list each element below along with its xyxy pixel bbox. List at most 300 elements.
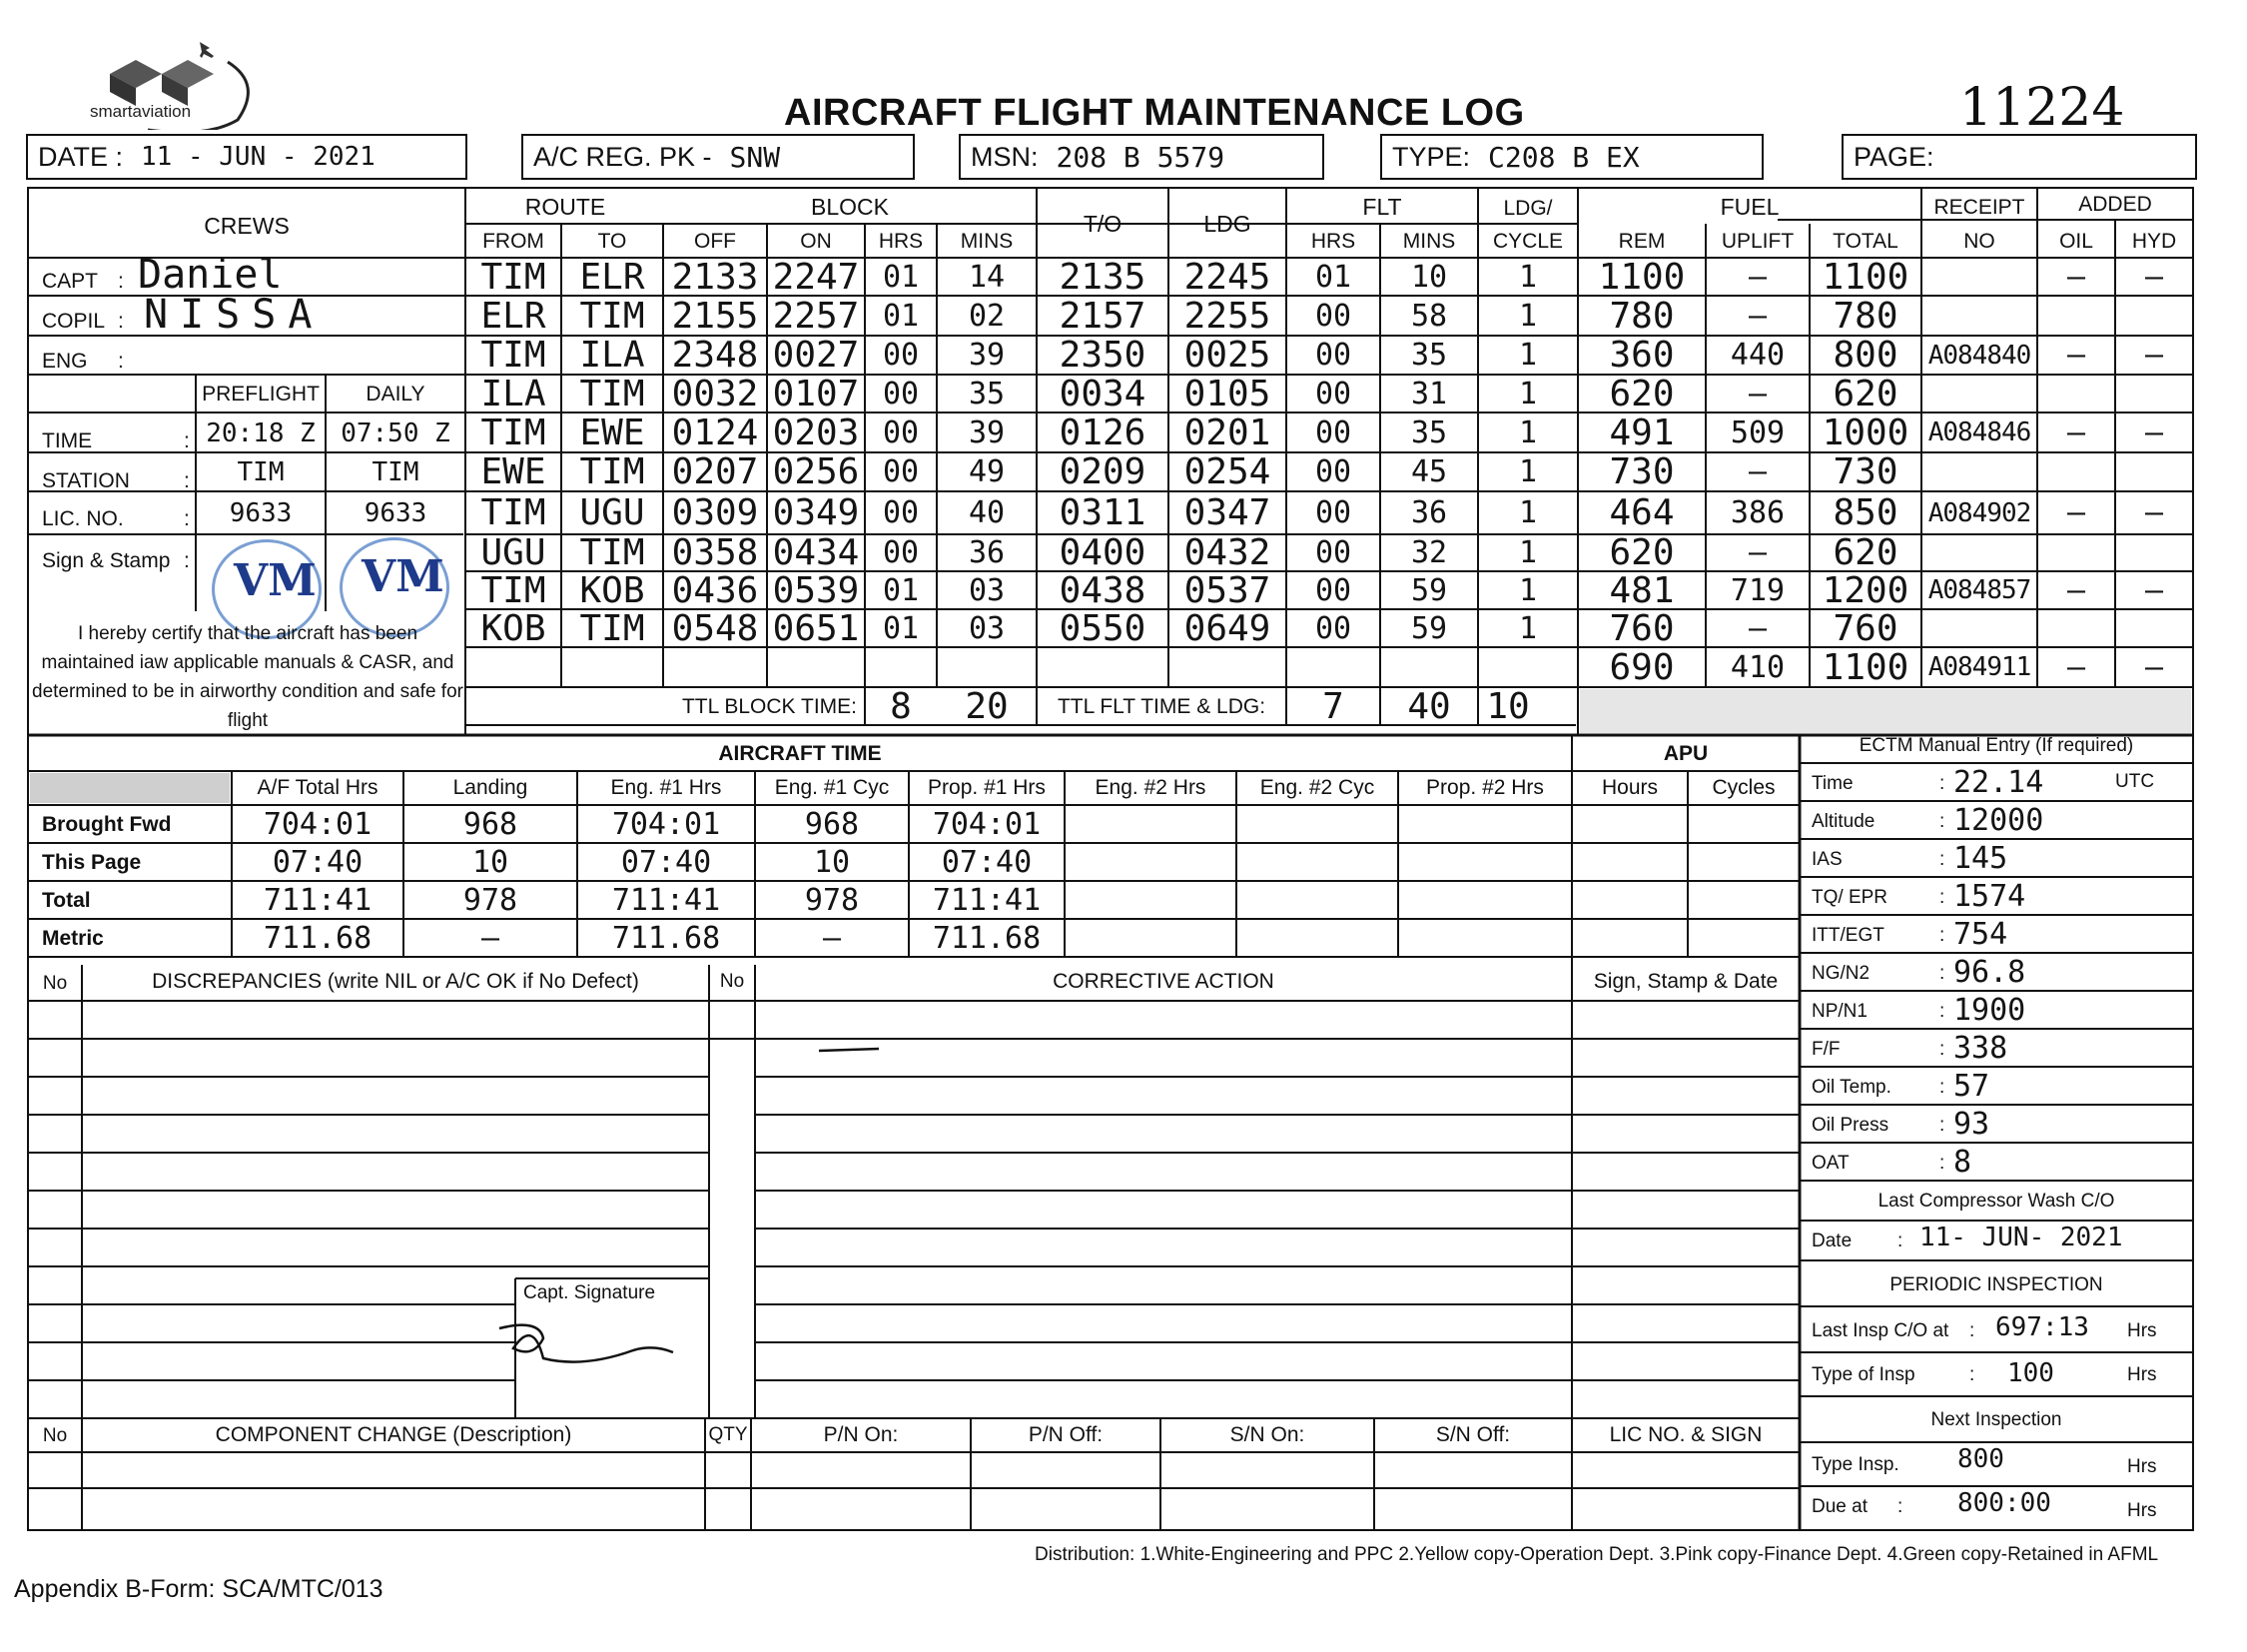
flight-hrs[interactable] bbox=[865, 647, 937, 687]
flight-off[interactable]: 0124 bbox=[671, 412, 759, 453]
aircraft-time-cell[interactable]: 968 bbox=[462, 806, 518, 842]
flight-to-time[interactable]: 0126 bbox=[1059, 412, 1146, 453]
flight-uplift[interactable]: — bbox=[1748, 535, 1768, 570]
copil-label: COPIL bbox=[42, 310, 106, 333]
next-type-value[interactable]: 800 bbox=[1957, 1444, 2004, 1474]
hyd-header: HYD bbox=[2131, 230, 2177, 253]
aircraft-time-cell[interactable]: 711:41 bbox=[611, 882, 721, 918]
flight-hrs[interactable]: 00 bbox=[882, 376, 920, 412]
aircraft-time-cell[interactable]: — bbox=[480, 920, 500, 956]
flight-mins[interactable]: 49 bbox=[968, 454, 1006, 489]
flight-flt-mins[interactable]: 32 bbox=[1410, 535, 1448, 570]
flight-to[interactable]: TIM bbox=[579, 451, 645, 492]
lic-daily[interactable]: 9633 bbox=[364, 498, 427, 528]
flight-rem[interactable]: 730 bbox=[1609, 451, 1675, 492]
flight-mins[interactable]: 40 bbox=[968, 495, 1006, 530]
flight-ldg[interactable]: 2255 bbox=[1183, 295, 1271, 337]
flight-to[interactable]: UGU bbox=[579, 492, 645, 533]
aircraft-time-cell[interactable]: 711.68 bbox=[263, 920, 373, 956]
flight-mins[interactable] bbox=[937, 647, 1037, 687]
type-label: TYPE: bbox=[1392, 141, 1471, 172]
flight-cycle[interactable]: 1 bbox=[1518, 495, 1538, 530]
flight-ldg[interactable]: 0432 bbox=[1183, 532, 1271, 573]
flight-on[interactable]: 2257 bbox=[772, 295, 860, 337]
station-preflight[interactable]: TIM bbox=[237, 457, 285, 487]
aircraft-time-cell[interactable] bbox=[1065, 805, 1236, 843]
on-header: ON bbox=[800, 230, 832, 253]
flight-to-time[interactable]: 2157 bbox=[1059, 295, 1146, 337]
flight-to[interactable]: TIM bbox=[579, 607, 645, 649]
aircraft-time-cell[interactable]: 10 bbox=[813, 844, 851, 880]
flight-cycle[interactable]: 1 bbox=[1518, 572, 1538, 608]
flight-flt-mins[interactable]: 10 bbox=[1410, 259, 1448, 295]
flight-flt-hrs[interactable]: 00 bbox=[1314, 298, 1352, 334]
ttl-ldg[interactable]: 10 bbox=[1486, 685, 1530, 727]
ectm-value[interactable]: 12000 bbox=[1953, 803, 2044, 838]
flight-mins[interactable]: 39 bbox=[968, 414, 1006, 450]
flight-cycle[interactable]: 1 bbox=[1518, 414, 1538, 450]
flight-to[interactable]: ILA bbox=[579, 335, 645, 376]
apu-cycles-header: Cycles bbox=[1712, 776, 1776, 799]
flight-from[interactable]: TIM bbox=[480, 492, 546, 533]
ectm-utc-label: UTC bbox=[2115, 771, 2155, 792]
aircraft-time-cell[interactable]: 704:01 bbox=[263, 806, 373, 842]
aircraft-time-cell[interactable]: 711.68 bbox=[611, 920, 721, 956]
flight-total[interactable]: 760 bbox=[1833, 607, 1898, 649]
flight-uplift[interactable]: 440 bbox=[1730, 338, 1786, 373]
flight-on[interactable]: 2247 bbox=[772, 256, 860, 298]
flight-total[interactable]: 850 bbox=[1833, 492, 1898, 533]
flight-hrs[interactable]: 00 bbox=[882, 414, 920, 450]
flight-from[interactable]: EWE bbox=[480, 451, 546, 492]
flight-on[interactable]: 0651 bbox=[772, 607, 860, 649]
flight-to-time[interactable]: 0438 bbox=[1059, 569, 1146, 611]
landing-header: LDG bbox=[1203, 210, 1251, 237]
aircraft-time-cell[interactable]: 978 bbox=[804, 882, 860, 918]
flight-rem[interactable]: 360 bbox=[1609, 335, 1675, 376]
flight-uplift[interactable]: 719 bbox=[1730, 572, 1786, 608]
capt-value[interactable]: Daniel bbox=[138, 252, 283, 298]
flight-cycle[interactable]: 1 bbox=[1518, 610, 1538, 646]
ectm-colon: : bbox=[1939, 887, 1945, 908]
flight-mins[interactable]: 03 bbox=[968, 572, 1006, 608]
flight-on[interactable]: 0203 bbox=[772, 412, 860, 453]
flight-hrs[interactable]: 01 bbox=[882, 572, 920, 608]
compressor-wash-date-value[interactable]: 11- JUN- 2021 bbox=[1919, 1223, 2123, 1252]
flight-hrs[interactable]: 00 bbox=[882, 495, 920, 530]
flight-flt-mins[interactable]: 36 bbox=[1410, 495, 1448, 530]
flight-uplift[interactable]: 410 bbox=[1730, 649, 1786, 685]
flight-off[interactable]: 2133 bbox=[671, 256, 759, 298]
flight-ldg[interactable] bbox=[1168, 647, 1286, 687]
ttl-block-hrs[interactable]: 8 bbox=[890, 685, 912, 727]
flight-receipt[interactable]: A084911 bbox=[1927, 652, 2031, 682]
flight-flt-hrs[interactable]: 00 bbox=[1314, 495, 1352, 530]
flight-total[interactable]: 1100 bbox=[1822, 646, 1909, 688]
flight-rem[interactable]: 620 bbox=[1609, 373, 1675, 414]
flight-flt-mins[interactable]: 58 bbox=[1410, 298, 1448, 334]
takeoff-header: T/O bbox=[1083, 210, 1123, 237]
flight-flt-hrs[interactable]: 00 bbox=[1314, 338, 1352, 373]
flight-off[interactable]: 2155 bbox=[671, 295, 759, 337]
flight-uplift[interactable]: — bbox=[1748, 259, 1768, 295]
ectm-colon: : bbox=[1939, 1001, 1945, 1022]
aircraft-time-cell[interactable] bbox=[1236, 843, 1398, 881]
flight-hrs[interactable]: 01 bbox=[882, 610, 920, 646]
aircraft-time-cell[interactable] bbox=[1236, 919, 1398, 957]
eng-label: ENG bbox=[42, 350, 88, 373]
ectm-value[interactable]: 754 bbox=[1953, 917, 2008, 952]
ttl-flt-hrs[interactable]: 7 bbox=[1322, 685, 1344, 727]
flight-cycle[interactable]: 1 bbox=[1518, 298, 1538, 334]
ectm-value[interactable]: 22.14 bbox=[1953, 765, 2044, 800]
flight-flt-hrs[interactable] bbox=[1286, 647, 1380, 687]
flight-oil[interactable]: — bbox=[2066, 259, 2086, 295]
flight-rem[interactable]: 760 bbox=[1609, 607, 1675, 649]
flight-flt-hrs[interactable]: 00 bbox=[1314, 610, 1352, 646]
flight-from[interactable]: UGU bbox=[480, 532, 546, 573]
aircraft-time-cell[interactable] bbox=[1398, 843, 1572, 881]
aircraft-time-cell[interactable] bbox=[1065, 919, 1236, 957]
aircraft-time-cell[interactable]: 07:40 bbox=[620, 844, 712, 880]
flight-mins[interactable]: 39 bbox=[968, 338, 1006, 373]
page-title: AIRCRAFT FLIGHT MAINTENANCE LOG bbox=[784, 92, 1525, 134]
aircraft-time-cell[interactable] bbox=[1398, 919, 1572, 957]
flight-to-time[interactable]: 0311 bbox=[1059, 492, 1146, 533]
flight-oil[interactable] bbox=[2037, 609, 2115, 647]
flight-to[interactable]: EWE bbox=[579, 412, 645, 453]
flight-on[interactable]: 0256 bbox=[772, 451, 860, 492]
flight-from[interactable]: KOB bbox=[480, 607, 546, 649]
ectm-label: Time bbox=[1812, 773, 1854, 794]
flt-mins-header: MINS bbox=[1402, 230, 1456, 253]
flight-hyd[interactable]: — bbox=[2144, 414, 2164, 450]
due-at-value[interactable]: 800:00 bbox=[1957, 1488, 2051, 1518]
aircraft-time-row-label: Total bbox=[42, 889, 91, 912]
flight-oil[interactable] bbox=[2037, 534, 2115, 571]
flight-from[interactable]: TIM bbox=[480, 412, 546, 453]
ttl-flt-label: TTL FLT TIME & LDG: bbox=[1057, 695, 1266, 718]
flight-hrs[interactable]: 01 bbox=[882, 298, 920, 334]
flight-uplift[interactable]: — bbox=[1748, 610, 1768, 646]
flight-flt-mins[interactable]: 59 bbox=[1410, 572, 1448, 608]
copil-colon: : bbox=[118, 310, 124, 333]
flight-on[interactable]: 0539 bbox=[772, 569, 860, 611]
qty-header: QTY bbox=[708, 1424, 748, 1445]
due-at-label: Due at bbox=[1812, 1496, 1868, 1517]
flight-from[interactable]: TIM bbox=[480, 335, 546, 376]
flight-oil[interactable]: — bbox=[2066, 338, 2086, 373]
flight-hyd[interactable] bbox=[2115, 609, 2193, 647]
flight-to[interactable]: ELR bbox=[579, 256, 645, 298]
ectm-value[interactable]: 96.8 bbox=[1953, 955, 2026, 990]
flight-to-time[interactable]: 0209 bbox=[1059, 451, 1146, 492]
flight-hyd[interactable]: — bbox=[2144, 259, 2164, 295]
flight-receipt[interactable] bbox=[1921, 609, 2037, 647]
ectm-value[interactable]: 1574 bbox=[1953, 879, 2026, 914]
flight-receipt[interactable]: A084857 bbox=[1927, 575, 2031, 605]
ectm-value[interactable]: 57 bbox=[1953, 1069, 1990, 1104]
flight-off[interactable]: 0548 bbox=[671, 607, 759, 649]
flight-to-time[interactable]: 0034 bbox=[1059, 373, 1146, 414]
ectm-colon: : bbox=[1939, 811, 1945, 832]
flight-cycle[interactable]: 1 bbox=[1518, 259, 1538, 295]
flight-uplift[interactable]: — bbox=[1748, 376, 1768, 412]
flight-receipt[interactable] bbox=[1921, 375, 2037, 413]
flight-to[interactable] bbox=[561, 647, 663, 687]
ectm-value[interactable]: 1900 bbox=[1953, 993, 2026, 1028]
flight-to-time[interactable] bbox=[1037, 647, 1168, 687]
aircraft-time-cell[interactable] bbox=[1065, 843, 1236, 881]
flight-hrs[interactable]: 01 bbox=[882, 259, 920, 295]
copil-value[interactable]: NISSA bbox=[144, 292, 325, 338]
aircraft-time-cell[interactable] bbox=[1065, 881, 1236, 919]
flight-hyd[interactable]: — bbox=[2144, 572, 2164, 608]
last-insp-label: Last Insp C/O at bbox=[1812, 1320, 1949, 1341]
aircraft-time-cell[interactable]: 07:40 bbox=[272, 844, 364, 880]
flight-flt-mins[interactable]: 45 bbox=[1410, 454, 1448, 489]
flight-hrs[interactable]: 00 bbox=[882, 535, 920, 570]
flight-total[interactable]: 800 bbox=[1833, 335, 1898, 376]
flight-receipt[interactable] bbox=[1921, 296, 2037, 336]
flight-off[interactable]: 2348 bbox=[671, 335, 759, 376]
flight-off[interactable]: 0032 bbox=[671, 373, 759, 414]
sn-off-header: S/N Off: bbox=[1435, 1423, 1511, 1446]
ldg-cycle-header-line1: LDG/ bbox=[1503, 197, 1553, 220]
flight-flt-hrs[interactable]: 00 bbox=[1314, 414, 1352, 450]
aircraft-time-cell[interactable]: 704:01 bbox=[611, 806, 721, 842]
flight-ldg[interactable]: 0537 bbox=[1183, 569, 1271, 611]
flight-rem[interactable]: 1100 bbox=[1598, 256, 1686, 298]
flight-ldg[interactable]: 0649 bbox=[1183, 607, 1271, 649]
from-header: FROM bbox=[482, 230, 544, 253]
flight-rem[interactable]: 481 bbox=[1609, 569, 1675, 611]
flight-off[interactable]: 0436 bbox=[671, 569, 759, 611]
flight-from[interactable] bbox=[465, 647, 561, 687]
flight-uplift[interactable]: 509 bbox=[1730, 414, 1786, 450]
ectm-value[interactable]: 8 bbox=[1953, 1145, 1972, 1180]
due-at-colon: : bbox=[1897, 1496, 1903, 1517]
flight-ldg[interactable]: 2245 bbox=[1183, 256, 1271, 298]
time-preflight[interactable]: 20:18 Z bbox=[206, 418, 316, 448]
flight-receipt[interactable] bbox=[1921, 452, 2037, 491]
flight-total[interactable]: 620 bbox=[1833, 373, 1898, 414]
sn-on-header: S/N On: bbox=[1229, 1423, 1305, 1446]
ttl-block-label: TTL BLOCK TIME: bbox=[681, 695, 857, 718]
ttl-block-mins[interactable]: 20 bbox=[965, 685, 1009, 727]
aircraft-time-cell[interactable] bbox=[1398, 805, 1572, 843]
flight-cycle[interactable] bbox=[1478, 647, 1578, 687]
flight-flt-mins[interactable] bbox=[1380, 647, 1478, 687]
flight-hyd[interactable] bbox=[2115, 452, 2193, 491]
flight-flt-mins[interactable]: 31 bbox=[1410, 376, 1448, 412]
lic-preflight[interactable]: 9633 bbox=[229, 498, 293, 528]
flight-on[interactable]: 0349 bbox=[772, 492, 860, 533]
corr-no-header: No bbox=[719, 971, 745, 992]
flight-from[interactable]: ELR bbox=[480, 295, 546, 337]
flight-oil[interactable] bbox=[2037, 452, 2115, 491]
aircraft-time-cell[interactable]: 978 bbox=[462, 882, 518, 918]
flight-rem[interactable]: 690 bbox=[1609, 646, 1675, 688]
flight-receipt[interactable]: A084902 bbox=[1927, 497, 2031, 528]
capt-colon: : bbox=[118, 270, 124, 293]
flight-mins[interactable]: 14 bbox=[968, 259, 1006, 295]
flight-total[interactable]: 1100 bbox=[1822, 256, 1909, 298]
flight-uplift[interactable]: — bbox=[1748, 454, 1768, 489]
flight-rem[interactable]: 491 bbox=[1609, 412, 1675, 453]
flight-total[interactable]: 1000 bbox=[1822, 412, 1909, 453]
flight-flt-hrs[interactable]: 01 bbox=[1314, 259, 1352, 295]
flight-on[interactable]: 0027 bbox=[772, 335, 860, 376]
preflight-header: PREFLIGHT bbox=[202, 383, 320, 406]
flight-to-time[interactable]: 2350 bbox=[1059, 335, 1146, 376]
ectm-label: OAT bbox=[1812, 1153, 1850, 1174]
flight-ldg[interactable]: 0201 bbox=[1183, 412, 1271, 453]
flight-oil[interactable]: — bbox=[2066, 649, 2086, 685]
flight-hrs[interactable]: 00 bbox=[882, 338, 920, 373]
flight-ldg[interactable]: 0105 bbox=[1183, 373, 1271, 414]
flight-flt-mins[interactable]: 35 bbox=[1410, 338, 1448, 373]
flight-hrs[interactable]: 00 bbox=[882, 454, 920, 489]
ectm-value[interactable]: 145 bbox=[1953, 841, 2008, 876]
flight-from[interactable]: ILA bbox=[480, 373, 546, 414]
periodic-title: PERIODIC INSPECTION bbox=[1889, 1274, 2103, 1295]
flight-to-time[interactable]: 0400 bbox=[1059, 532, 1146, 573]
discrepancies-header: DISCREPANCIES (write NIL or A/C OK if No Defect) bbox=[152, 970, 639, 993]
flight-to-time[interactable]: 2135 bbox=[1059, 256, 1146, 298]
flight-uplift[interactable]: — bbox=[1748, 298, 1768, 334]
ectm-value[interactable]: 338 bbox=[1953, 1031, 2008, 1066]
aircraft-time-cell[interactable]: 968 bbox=[804, 806, 860, 842]
flight-total[interactable]: 620 bbox=[1833, 532, 1898, 573]
station-daily[interactable]: TIM bbox=[372, 457, 419, 487]
flight-off[interactable]: 0358 bbox=[671, 532, 759, 573]
flight-on[interactable]: 0107 bbox=[772, 373, 860, 414]
flight-hyd[interactable] bbox=[2115, 534, 2193, 571]
flight-to[interactable]: TIM bbox=[579, 532, 645, 573]
aircraft-time-cell[interactable] bbox=[1236, 805, 1398, 843]
flight-oil[interactable]: — bbox=[2066, 572, 2086, 608]
ttl-flt-mins[interactable]: 40 bbox=[1407, 685, 1451, 727]
to-header: TO bbox=[597, 230, 627, 253]
flight-ldg[interactable]: 0347 bbox=[1183, 492, 1271, 533]
flight-mins[interactable]: 35 bbox=[968, 376, 1006, 412]
flight-mins[interactable]: 03 bbox=[968, 610, 1006, 646]
flight-from[interactable]: TIM bbox=[480, 569, 546, 611]
flight-mins[interactable]: 02 bbox=[968, 298, 1006, 334]
flight-receipt[interactable]: A084840 bbox=[1927, 340, 2031, 371]
flight-total[interactable]: 1200 bbox=[1822, 569, 1909, 611]
time-label: TIME bbox=[42, 429, 93, 452]
ectm-label: IAS bbox=[1812, 849, 1843, 870]
msn-label: MSN: bbox=[971, 141, 1039, 172]
flight-oil[interactable]: — bbox=[2066, 495, 2086, 530]
aircraft-time-cell[interactable]: 704:01 bbox=[932, 806, 1042, 842]
flight-oil[interactable] bbox=[2037, 296, 2115, 336]
flight-cycle[interactable]: 1 bbox=[1518, 338, 1538, 373]
pn-on-header: P/N On: bbox=[823, 1423, 899, 1446]
flight-cycle[interactable]: 1 bbox=[1518, 535, 1538, 570]
last-insp-hrs: Hrs bbox=[2127, 1320, 2157, 1341]
aircraft-time-cell[interactable]: 10 bbox=[471, 844, 509, 880]
flight-flt-hrs[interactable]: 00 bbox=[1314, 454, 1352, 489]
flight-ldg[interactable]: 0025 bbox=[1183, 335, 1271, 376]
flight-flt-hrs[interactable]: 00 bbox=[1314, 535, 1352, 570]
flight-flt-mins[interactable]: 59 bbox=[1410, 610, 1448, 646]
flight-oil[interactable] bbox=[2037, 375, 2115, 413]
flight-off[interactable]: 0309 bbox=[671, 492, 759, 533]
aircraft-time-cell[interactable]: — bbox=[822, 920, 842, 956]
flight-to[interactable]: TIM bbox=[579, 373, 645, 414]
flight-receipt[interactable]: A084846 bbox=[1927, 417, 2031, 447]
sign-stamp-date-header: Sign, Stamp & Date bbox=[1593, 970, 1779, 993]
time-daily[interactable]: 07:50 Z bbox=[341, 418, 450, 448]
flight-receipt[interactable] bbox=[1921, 258, 2037, 296]
flight-cycle[interactable]: 1 bbox=[1518, 454, 1538, 489]
aircraft-time-cell[interactable]: 711.68 bbox=[932, 920, 1042, 956]
component-change-header: COMPONENT CHANGE (Description) bbox=[215, 1423, 572, 1446]
type-insp-value[interactable]: 100 bbox=[2007, 1358, 2054, 1388]
flight-oil[interactable]: — bbox=[2066, 414, 2086, 450]
flight-flt-hrs[interactable]: 00 bbox=[1314, 376, 1352, 412]
flight-ldg[interactable]: 0254 bbox=[1183, 451, 1271, 492]
lic-sign-header: LIC NO. & SIGN bbox=[1609, 1423, 1763, 1446]
ectm-value[interactable]: 93 bbox=[1953, 1107, 1990, 1142]
capt-signature-label: Capt. Signature bbox=[523, 1282, 656, 1303]
type-value: C208 B EX bbox=[1488, 140, 1640, 174]
flight-to[interactable]: KOB bbox=[579, 569, 645, 611]
block-hrs-header: HRS bbox=[878, 230, 924, 253]
aircraft-time-cell[interactable] bbox=[1236, 881, 1398, 919]
flight-hyd[interactable]: — bbox=[2144, 649, 2164, 685]
ectm-colon: : bbox=[1939, 1077, 1945, 1098]
flight-rem[interactable]: 780 bbox=[1609, 295, 1675, 337]
flight-on[interactable] bbox=[767, 647, 865, 687]
corrective-action-header: CORRECTIVE ACTION bbox=[1053, 970, 1274, 993]
flight-rem[interactable]: 464 bbox=[1609, 492, 1675, 533]
flight-hyd[interactable] bbox=[2115, 375, 2193, 413]
flight-hyd[interactable]: — bbox=[2144, 338, 2164, 373]
flight-flt-hrs[interactable]: 00 bbox=[1314, 572, 1352, 608]
last-insp-value[interactable]: 697:13 bbox=[1995, 1312, 2089, 1342]
flight-from[interactable]: TIM bbox=[480, 256, 546, 298]
flight-on[interactable]: 0434 bbox=[772, 532, 860, 573]
sign-stamp-label: Sign & Stamp bbox=[42, 549, 171, 572]
pn-off-header: P/N Off: bbox=[1028, 1423, 1104, 1446]
flight-off[interactable] bbox=[663, 647, 767, 687]
flight-mins[interactable]: 36 bbox=[968, 535, 1006, 570]
flight-to[interactable]: TIM bbox=[579, 295, 645, 337]
flight-cycle[interactable]: 1 bbox=[1518, 376, 1538, 412]
aircraft-time-cell[interactable]: 07:40 bbox=[941, 844, 1033, 880]
aircraft-time-cell[interactable]: 711:41 bbox=[263, 882, 373, 918]
flight-total[interactable]: 730 bbox=[1833, 451, 1898, 492]
date-value: 11 - JUN - 2021 bbox=[141, 142, 375, 172]
serial-number: 11224 bbox=[1959, 78, 2125, 138]
flight-uplift[interactable]: 386 bbox=[1730, 495, 1786, 530]
flight-receipt[interactable] bbox=[1921, 534, 2037, 571]
flight-flt-mins[interactable]: 35 bbox=[1410, 414, 1448, 450]
aircraft-time-cell[interactable]: 711:41 bbox=[932, 882, 1042, 918]
flight-hyd[interactable]: — bbox=[2144, 495, 2164, 530]
oil-header: OIL bbox=[2059, 230, 2093, 253]
aircraft-time-cell[interactable] bbox=[1398, 881, 1572, 919]
flight-hyd[interactable] bbox=[2115, 296, 2193, 336]
flight-off[interactable]: 0207 bbox=[671, 451, 759, 492]
flight-rem[interactable]: 620 bbox=[1609, 532, 1675, 573]
flight-total[interactable]: 780 bbox=[1833, 295, 1898, 337]
flight-to-time[interactable]: 0550 bbox=[1059, 607, 1146, 649]
